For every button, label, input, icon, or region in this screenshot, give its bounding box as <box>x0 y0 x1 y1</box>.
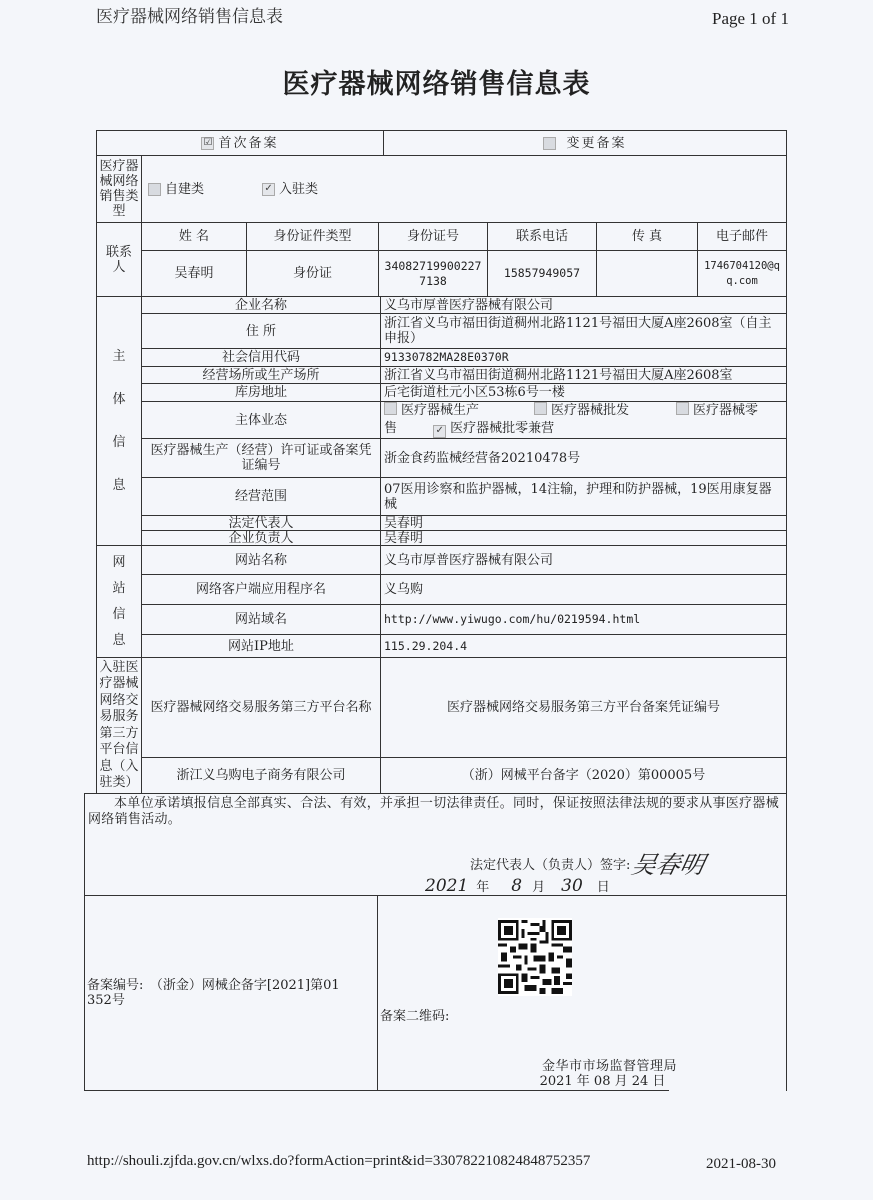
field-company-name: 企业名称 <box>141 296 381 314</box>
value-legal-rep: 吴春明 <box>380 515 787 531</box>
filing-change-cell <box>383 130 787 156</box>
value-company-name: 义乌市厚普医疗器械有限公司 <box>380 296 787 314</box>
platform-cert-value: （浙）网械平台备字（2020）第00005号 <box>380 757 787 794</box>
first-filing-label: 首次备案 <box>218 135 279 151</box>
contact-fax <box>596 250 698 297</box>
field-license-number: 医疗器械生产（经营）许可证或备案凭证编号 <box>141 438 381 478</box>
field-legal-rep: 法定代表人 <box>141 515 381 531</box>
contact-id-type: 身份证 <box>246 250 379 297</box>
platform-cert-header: 医疗器械网络交易服务第三方平台备案凭证编号 <box>380 657 787 758</box>
contact-phone: 15857949057 <box>487 250 597 297</box>
source-url: http://shouli.zjfda.gov.cn/wlxs.do?formAction=print&id=330782210824848752357 <box>87 1153 591 1169</box>
field-website-name: 网站名称 <box>141 545 381 575</box>
platform-name-header: 医疗器械网络交易服务第三方平台名称 <box>141 657 381 758</box>
platform-section-label: 入驻医 疗器械 网络交 易服务 第三方 平台信 息（入 驻类） <box>96 657 142 794</box>
production-label: 医疗器械生产 <box>401 403 480 418</box>
value-website-name: 义乌市厚普医疗器械有限公司 <box>380 545 787 575</box>
change-filing-label: 变更备案 <box>566 135 627 151</box>
print-date: 2021-08-30 <box>706 1156 776 1172</box>
authority-block <box>528 1059 677 1089</box>
page-title: 医疗器械网络销售信息表 <box>282 69 591 100</box>
handwritten-signature: 吴春明 <box>629 851 708 879</box>
value-ip: 115.29.204.4 <box>380 634 787 658</box>
filing-number-line1: 备案编号: （浙金）网械企备字[2021]第01 <box>87 978 340 993</box>
authority-name: 金华市市场监督管理局 <box>542 1059 678 1074</box>
field-business-premises: 经营场所或生产场所 <box>141 366 381 384</box>
field-domain: 网站域名 <box>141 604 381 635</box>
checkbox-settled-in[interactable]: ✓ <box>262 183 275 196</box>
contact-section-label: 联系人 <box>96 222 142 297</box>
website-section-label: 网 站 信 息 <box>96 545 142 658</box>
field-ip: 网站IP地址 <box>141 634 381 658</box>
wholesale-label: 医疗器械批发 <box>551 403 630 418</box>
checkbox-production[interactable] <box>384 402 397 415</box>
value-license-number: 浙金食药监械经营备20210478号 <box>380 438 787 478</box>
contact-name: 吴春明 <box>141 250 247 297</box>
field-credit-code: 社会信用代码 <box>141 348 381 367</box>
sales-type-options <box>141 155 787 223</box>
value-person-in-charge: 吴春明 <box>380 530 787 546</box>
contact-id-number: 34082719900227 7138 <box>378 250 488 297</box>
settled-in-label: 入驻类 <box>279 181 319 197</box>
col-header-fax: 传 真 <box>596 222 698 251</box>
filing-qr-code[interactable] <box>498 918 572 996</box>
value-domain: http://www.yiwugo.com/hu/0219594.html <box>380 604 787 635</box>
col-header-id-number: 身份证号 <box>378 222 488 251</box>
value-app-name: 义乌购 <box>380 574 787 605</box>
sign-day: 30 <box>561 876 583 896</box>
col-header-id-type: 身份证件类型 <box>246 222 379 251</box>
value-credit-code: 91330782MA28E0370R <box>380 348 787 367</box>
value-warehouse-address: 后宅街道杜元小区53栋6号一楼 <box>380 383 787 402</box>
field-person-in-charge: 企业负责人 <box>141 530 381 546</box>
authority-date: 2021 年 08 月 24 日 <box>539 1074 666 1089</box>
filing-number-line2: 352号 <box>87 993 125 1008</box>
field-business-scope: 经营范围 <box>141 477 381 516</box>
field-app-name: 网络客户端应用程序名 <box>141 574 381 605</box>
commitment-text: 本单位承诺填报信息全部真实、合法、有效，并承担一切法律责任。同时，保证按照法律法规的要求从事医疗器械网络销售活动。 <box>88 796 780 827</box>
commitment-cell <box>84 793 787 896</box>
col-header-name: 姓 名 <box>141 222 247 251</box>
checkbox-retail[interactable] <box>676 402 689 415</box>
entity-section-label: 主 体 信 息 <box>96 296 142 546</box>
signature-line <box>470 851 708 879</box>
value-business-form: 医疗器械生产 医疗器械批发 医疗器械零 售 ✓ 医疗器械批零兼营 <box>380 401 787 439</box>
sign-year: 2021 <box>425 876 469 896</box>
col-header-email: 电子邮件 <box>697 222 787 251</box>
field-warehouse-address: 库房地址 <box>141 383 381 402</box>
checkbox-wholesale-retail[interactable]: ✓ <box>433 425 446 438</box>
checkbox-change-filing[interactable] <box>543 137 556 150</box>
qr-label: 备案二维码: <box>380 1009 450 1024</box>
value-domicile: 浙江省义乌市福田街道稠州北路1121号福田大厦A座2608室（自主申报） <box>380 313 787 349</box>
page-indicator: Page 1 of 1 <box>712 9 789 28</box>
bottom-rule <box>377 1090 669 1091</box>
sign-month: 8 <box>511 876 523 896</box>
signature-label: 法定代表人（负责人）签字: <box>470 858 631 873</box>
retail-label: 医疗器械零 <box>693 403 759 418</box>
filing-qr-cell <box>377 895 787 1091</box>
self-built-label: 自建类 <box>165 181 205 197</box>
sales-type-label: 医疗器 械网络 销售类 型 <box>96 155 142 223</box>
checkbox-wholesale[interactable] <box>534 402 547 415</box>
contact-email: 1746704120@q q.com <box>697 250 787 297</box>
filing-number-cell <box>84 895 378 1091</box>
value-business-scope: 07医用诊察和监护器械，14注输，护理和防护器械，19医用康复器械 <box>380 477 787 516</box>
col-header-phone: 联系电话 <box>487 222 597 251</box>
wholesale-retail-label: 医疗器械批零兼营 <box>450 421 555 436</box>
field-business-form: 主体业态 <box>141 401 381 439</box>
print-header-title: 医疗器械网络销售信息表 <box>96 7 283 27</box>
value-business-premises: 浙江省义乌市福田街道稠州北路1121号福田大厦A座2608室 <box>380 366 787 384</box>
filing-first-cell <box>96 130 384 156</box>
sign-date: 2021 年 8 月 30 日 <box>425 876 610 896</box>
checkbox-self-built[interactable] <box>148 183 161 196</box>
field-domicile: 住 所 <box>141 313 381 349</box>
checkbox-first-filing[interactable]: ☑ <box>201 137 214 150</box>
platform-name-value: 浙江义乌购电子商务有限公司 <box>141 757 381 794</box>
